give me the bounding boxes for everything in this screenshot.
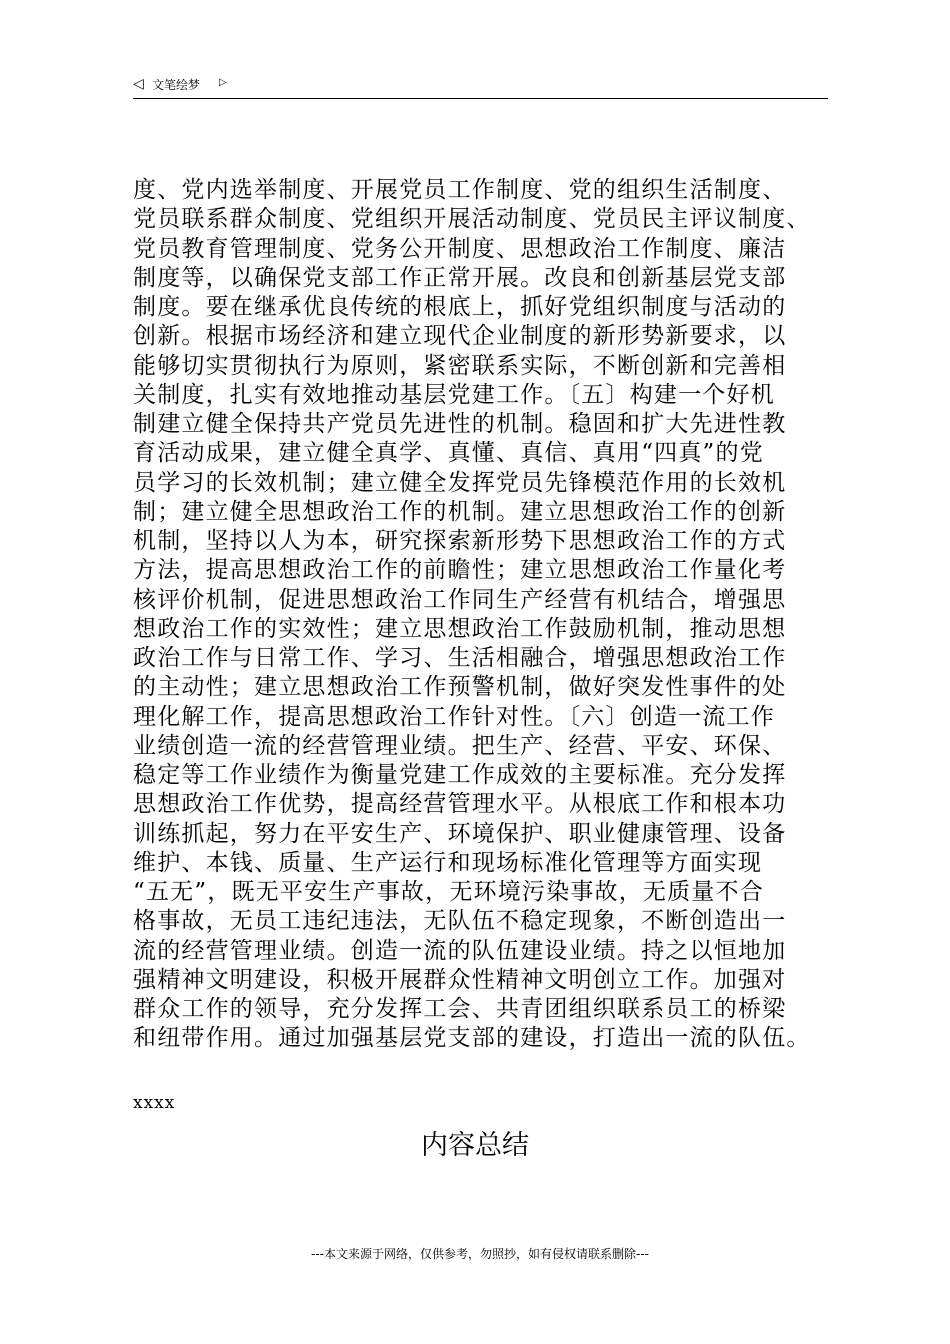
body-line: 度、党内选举制度、开展党员工作制度、党的组织生活制度、: [133, 177, 787, 203]
body-line: 流的经营管理业绩。创造一流的队伍建设业绩。持之以恒地加: [133, 937, 787, 964]
body-line: 党员教育管理制度、党务公开制度、思想政治工作制度、廉洁: [133, 235, 787, 262]
body-line: 制建立健全保持共产党员先进性的机制。稳固和扩大先进性教: [133, 411, 787, 437]
body-line: 关制度，扎实有效地推动基层党建工作。〔五〕构建一个好机: [133, 381, 775, 408]
body-line: 和纽带作用。通过加强基层党支部的建设，打造出一流的队伍。: [133, 1025, 811, 1052]
body-line: 制度。要在继承优良传统的根底上，抓好党组织制度与活动的: [133, 294, 787, 320]
body-line: 机制，坚持以人为本，研究探索新形势下思想政治工作的方式: [133, 528, 787, 554]
header-title: 文笔绘梦: [152, 78, 201, 92]
body-line: 群众工作的领导，充分发挥工会、共青团组织联系员工的桥梁: [133, 996, 787, 1022]
body-line: 稳定等工作业绩作为衡量党建工作成效的主要标准。充分发挥: [133, 762, 787, 788]
page-footer: ---本文来源于网络，仅供参考，勿照抄，如有侵权请联系删除---: [311, 1247, 649, 1261]
body-line: “五无”，既无平安生产事故，无环境污染事故，无质量不合: [133, 879, 764, 905]
page-header: [133, 74, 828, 99]
body-line: 理化解工作，提高思想政治工作针对性。〔六〕创造一流工作: [133, 703, 775, 730]
body-line: 员学习的长效机制；建立健全发挥党员先锋模范作用的长效机: [133, 469, 787, 496]
body-line: 创新。根据市场经济和建立现代企业制度的新形势新要求，以: [133, 323, 787, 350]
body-line: 强精神文明建设，积极开展群众性精神文明创立工作。加强对: [133, 966, 787, 993]
body-line: 育活动成果，建立健全真学、真懂、真信、真用“四真”的党: [133, 440, 764, 467]
body-line: 思想政治工作优势，提高经营管理水平。从根底工作和根本功: [133, 791, 787, 818]
body-line: 业绩创造一流的经营管理业绩。把生产、经营、平安、环保、: [133, 732, 787, 759]
triangle-left-icon: ◁: [133, 76, 144, 92]
body-line: 核评价机制，促进思想政治工作同生产经营有机结合，增强思: [133, 586, 787, 613]
body-paragraph: [133, 176, 838, 1054]
body-line: 的主动性；建立思想政治工作预警机制，做好突发性事件的处: [133, 674, 787, 701]
body-line: 方法，提高思想政治工作的前瞻性；建立思想政治工作量化考: [133, 557, 787, 584]
triangle-right-icon: ▷: [219, 77, 227, 88]
body-line: 制；建立健全思想政治工作的机制。建立思想政治工作的创新: [133, 498, 787, 525]
trailing-text: xxxx: [133, 1093, 176, 1113]
body-line: 党员联系群众制度、党组织开展活动制度、党员民主评议制度、: [133, 206, 811, 233]
body-line: 维护、本钱、质量、生产运行和现场标准化管理等方面实现: [133, 849, 763, 876]
body-line: 制度等，以确保党支部工作正常开展。改良和创新基层党支部: [133, 264, 787, 291]
summary-title: 内容总结: [421, 1130, 529, 1161]
body-line: 想政治工作的实效性；建立思想政治工作鼓励机制，推动思想: [133, 615, 787, 642]
body-line: 训练抓起，努力在平安生产、环境保护、职业健康管理、设备: [133, 820, 787, 847]
body-line: 格事故，无员工违纪违法，无队伍不稳定现象，不断创造出一: [133, 908, 787, 935]
body-line: 政治工作与日常工作、学习、生活相融合，增强思想政治工作: [133, 645, 787, 671]
body-line: 能够切实贯彻执行为原则，紧密联系实际，不断创新和完善相: [133, 352, 787, 379]
